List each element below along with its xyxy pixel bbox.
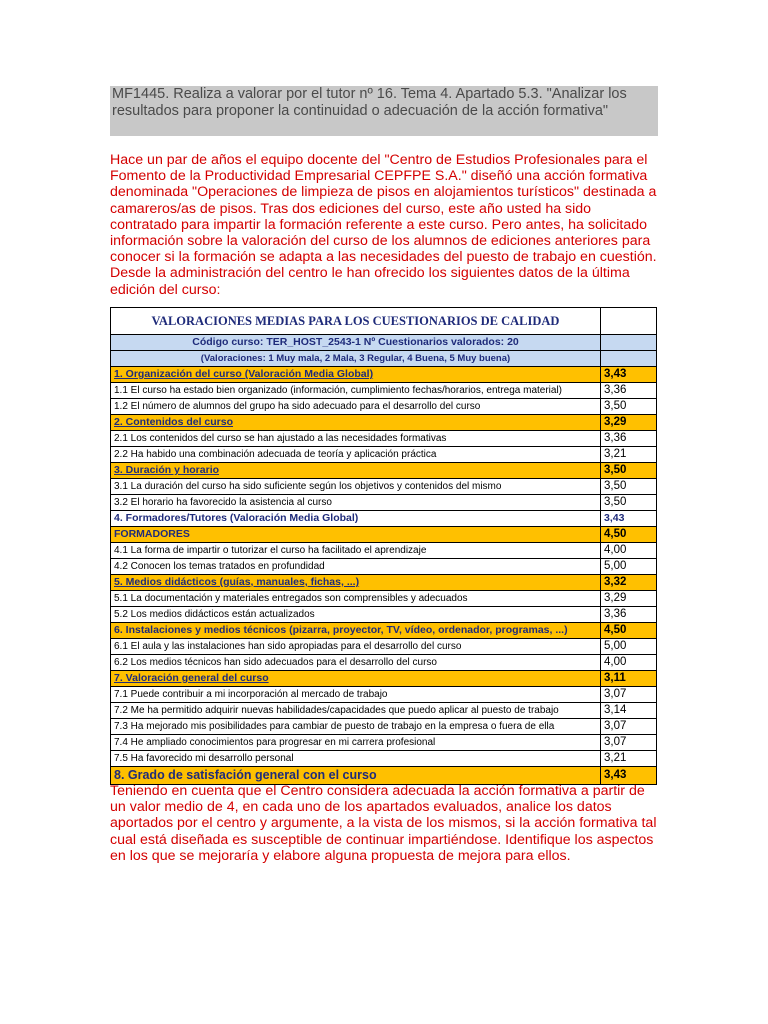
course-code-row: [111, 335, 657, 351]
row-label: 4.1 La forma de impartir o tutorizar el curso ha facilitado el aprendizaje: [111, 543, 601, 559]
row-value: 3,21: [601, 751, 657, 767]
row-label: 2.2 Ha habido una combinación adecuada de teoría y aplicación práctica: [111, 447, 601, 463]
row-label: 7.3 Ha mejorado mis posibilidades para cambiar de puesto de trabajo en la empresa o fuera de ella: [111, 719, 601, 735]
row-label: 1.1 El curso ha estado bien organizado (información, cumplimiento fechas/horarios, entrega material): [111, 383, 601, 399]
row-value: 3,32: [601, 575, 657, 591]
row-label: 8. Grado de satisfación general con el curso: [111, 767, 601, 785]
row-label: 4.2 Conocen los temas tratados en profundidad: [111, 559, 601, 575]
table-title-row: [111, 308, 657, 335]
row-value: 4,00: [601, 543, 657, 559]
table-title-empty-cell: [601, 308, 657, 335]
row-value: 3,36: [601, 383, 657, 399]
task-instructions: Teniendo en cuenta que el Centro considera adecuada la acción formativa a partir de un valor medio de 4, en cada uno de los apartados evaluados, analice los datos aportados por el centro y argumente, a la vista de los mismos, si la acción formativa tal cual está diseñada es susceptible de continuar impartiéndose. Identifique los aspectos en los que se mejoraría y elabore alguna propuesta de mejora para ellos.: [110, 783, 657, 864]
section-row: [111, 367, 657, 383]
row-label: FORMADORES: [111, 527, 601, 543]
row-label: 7.2 Me ha permitido adquirir nuevas habilidades/capacidades que puedo aplicar al puesto de trabajo: [111, 703, 601, 719]
row-label: 6.2 Los medios técnicos han sido adecuados para el desarrollo del curso: [111, 655, 601, 671]
table-row: [111, 719, 657, 735]
section-row: [111, 671, 657, 687]
section-row: [111, 511, 657, 527]
course-code: Código curso: TER_HOST_2543-1 Nº Cuestionarios valorados: 20: [111, 335, 601, 351]
row-value: 3,36: [601, 607, 657, 623]
row-label: 1.2 El número de alumnos del grupo ha sido adecuado para el desarrollo del curso: [111, 399, 601, 415]
table-row: [111, 591, 657, 607]
row-value: 3,21: [601, 447, 657, 463]
section-row: [111, 767, 657, 785]
row-value: 3,36: [601, 431, 657, 447]
row-value: 3,29: [601, 415, 657, 431]
rating-scale: (Valoraciones: 1 Muy mala, 2 Mala, 3 Regular, 4 Buena, 5 Muy buena): [111, 351, 601, 367]
row-value: 3,43: [601, 511, 657, 527]
row-value: 5,00: [601, 639, 657, 655]
row-value: 3,43: [601, 767, 657, 785]
section-row: [111, 623, 657, 639]
row-label: 3. Duración y horario: [111, 463, 601, 479]
course-code-empty-cell: [601, 335, 657, 351]
section-row: [111, 415, 657, 431]
row-label: 1. Organización del curso (Valoración Media Global): [111, 367, 601, 383]
table-row: [111, 383, 657, 399]
row-value: 3,43: [601, 367, 657, 383]
row-value: 3,50: [601, 399, 657, 415]
row-label: 7.4 He ampliado conocimientos para progresar en mi carrera profesional: [111, 735, 601, 751]
section-row: [111, 575, 657, 591]
row-value: 3,14: [601, 703, 657, 719]
table-row: [111, 639, 657, 655]
table-row: [111, 655, 657, 671]
intro-paragraph: Hace un par de años el equipo docente del "Centro de Estudios Profesionales para el Fomento de la Productividad Empresarial CEPFPE S.A." diseñó una acción formativa denominada "Operaciones de limpieza de pisos en alojamientos turísticos" destinada a camareros/as de pisos. Tras dos ediciones del curso, este año usted ha sido contratado para impartir la formación referente a este curso. Pero antes, ha solicitado información sobre la valoración del curso de los alumnos de ediciones anteriores para conocer si la formación se adapta a las necesidades del puesto de trabajo en cuestión. Desde la administración del centro le han ofrecido los siguientes datos de la última edición del curso:: [110, 152, 657, 298]
row-label: 3.1 La duración del curso ha sido suficiente según los objetivos y contenidos del mismo: [111, 479, 601, 495]
row-label: 7.1 Puede contribuir a mi incorporación al mercado de trabajo: [111, 687, 601, 703]
rating-scale-empty-cell: [601, 351, 657, 367]
row-value: 4,50: [601, 623, 657, 639]
table-row: [111, 543, 657, 559]
row-label: 5.1 La documentación y materiales entregados son comprensibles y adecuados: [111, 591, 601, 607]
row-label: 2.1 Los contenidos del curso se han ajustado a las necesidades formativas: [111, 431, 601, 447]
table-row: [111, 399, 657, 415]
row-label: 2. Contenidos del curso: [111, 415, 601, 431]
row-value: 3,50: [601, 479, 657, 495]
section-row: [111, 463, 657, 479]
table-row: [111, 479, 657, 495]
rating-scale-row: [111, 351, 657, 367]
table-row: [111, 607, 657, 623]
row-value: 3,07: [601, 719, 657, 735]
table-row: [111, 495, 657, 511]
row-value: 4,00: [601, 655, 657, 671]
row-value: 5,00: [601, 559, 657, 575]
table-row: [111, 447, 657, 463]
row-label: 4. Formadores/Tutores (Valoración Media Global): [111, 511, 601, 527]
row-value: 3,07: [601, 735, 657, 751]
row-label: 6.1 El aula y las instalaciones han sido apropiadas para el desarrollo del curso: [111, 639, 601, 655]
row-label: 6. Instalaciones y medios técnicos (pizarra, proyector, TV, vídeo, ordenador, programas, ...): [111, 623, 601, 639]
table-row: [111, 431, 657, 447]
row-value: 3,29: [601, 591, 657, 607]
task-heading: MF1445. Realiza a valorar por el tutor nº 16. Tema 4. Apartado 5.3. "Analizar los resultados para proponer la continuidad o adecuación de la acción formativa": [110, 86, 658, 136]
table-row: [111, 703, 657, 719]
row-label: 3.2 El horario ha favorecido la asistencia al curso: [111, 495, 601, 511]
row-label: 5. Medios didácticos (guías, manuales, fichas, ...): [111, 575, 601, 591]
table-row: [111, 559, 657, 575]
row-label: 7. Valoración general del curso: [111, 671, 601, 687]
section-row: [111, 527, 657, 543]
row-label: 7.5 Ha favorecido mi desarrollo personal: [111, 751, 601, 767]
table-row: [111, 735, 657, 751]
row-value: 3,50: [601, 495, 657, 511]
row-value: 3,11: [601, 671, 657, 687]
row-label: 5.2 Los medios didácticos están actualizados: [111, 607, 601, 623]
quality-survey-table: [110, 307, 656, 785]
row-value: 3,07: [601, 687, 657, 703]
row-value: 3,50: [601, 463, 657, 479]
table-row: [111, 751, 657, 767]
row-value: 4,50: [601, 527, 657, 543]
table-title: VALORACIONES MEDIAS PARA LOS CUESTIONARIOS DE CALIDAD: [111, 308, 601, 335]
table-row: [111, 687, 657, 703]
